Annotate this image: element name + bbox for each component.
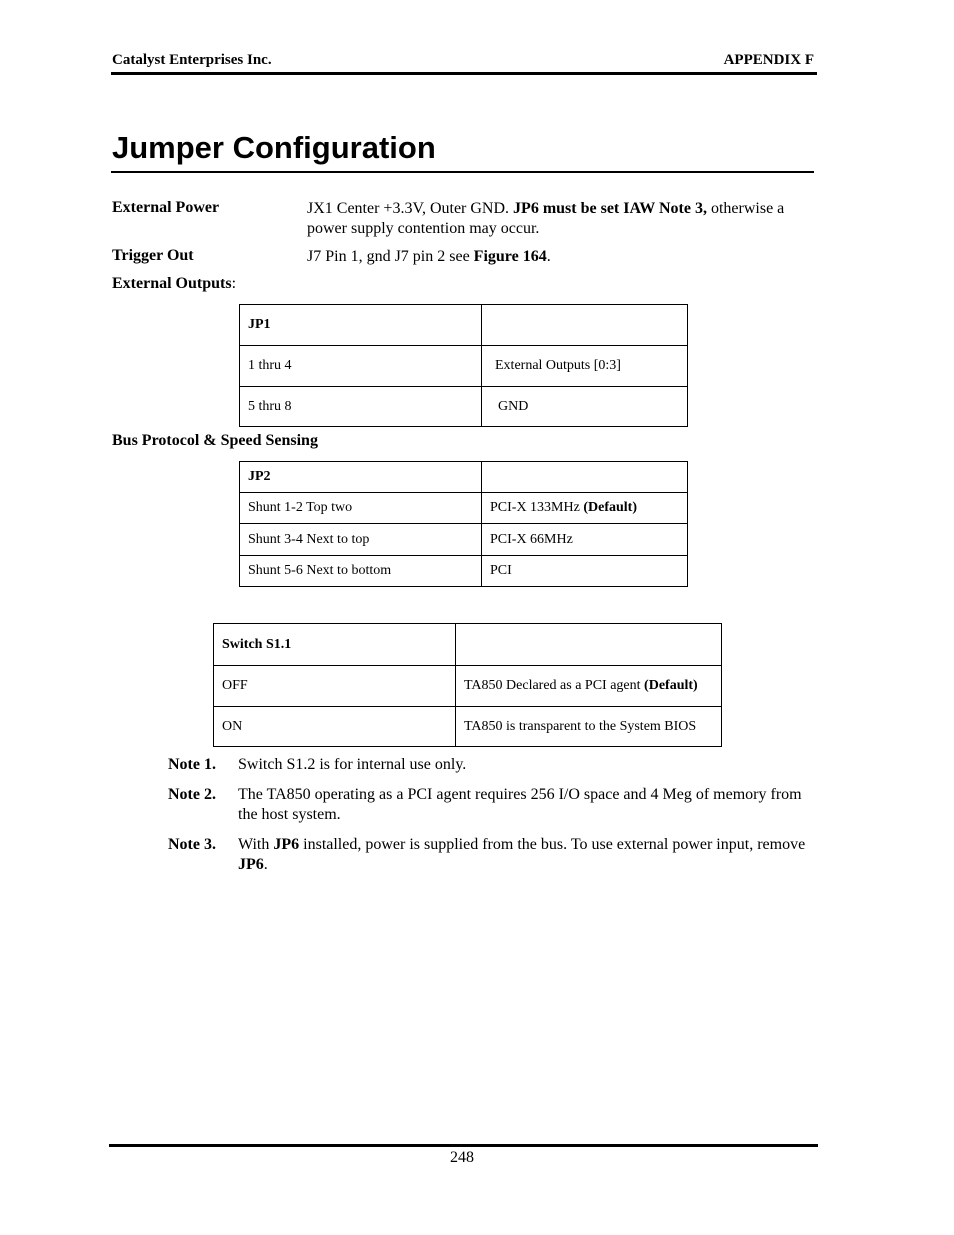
note-text-part: With <box>238 836 274 853</box>
table-row <box>240 524 688 556</box>
table-cell: Shunt 5-6 Next to bottom <box>240 556 482 587</box>
table-row <box>240 556 688 587</box>
switch-s1-table <box>213 623 722 747</box>
table-row <box>240 493 688 524</box>
trigger-out-term: Trigger Out <box>112 247 194 264</box>
jp1-table <box>239 304 688 427</box>
default-marker: (Default) <box>644 678 698 693</box>
note-label: Note 3. <box>168 836 216 853</box>
page-title: Jumper Configuration <box>112 130 436 165</box>
table-row <box>214 624 722 666</box>
external-power-desc <box>307 199 812 239</box>
jp2-header-label: JP2 <box>248 469 271 484</box>
header-section: APPENDIX F <box>723 52 814 68</box>
note-label: Note 1. <box>168 756 216 773</box>
note-text-part: . <box>263 856 268 873</box>
table-cell <box>240 462 482 493</box>
table-row <box>240 387 688 427</box>
note-item <box>168 755 813 775</box>
note-text <box>238 835 813 875</box>
table-cell: Shunt 1-2 Top two <box>240 493 482 524</box>
table-cell <box>456 624 722 666</box>
cell-text: PCI-X 66MHz <box>490 531 573 547</box>
external-power-text2: otherwise a power supply contention may occur. <box>307 200 785 237</box>
note-text: Switch S1.2 is for internal use only. <box>238 756 467 773</box>
table-row <box>240 346 688 387</box>
header-company: Catalyst Enterprises Inc. <box>112 52 272 68</box>
external-power-term: External Power <box>112 199 220 216</box>
table-cell <box>482 493 688 524</box>
table-cell <box>482 305 688 346</box>
note-jp6-ref: JP6 <box>273 836 300 853</box>
table-row <box>214 707 722 747</box>
trigger-out-figure-ref: Figure 164 <box>473 248 547 265</box>
table-cell <box>456 666 722 707</box>
note-item <box>168 785 813 825</box>
cell-text: PCI-X 133MHz <box>490 500 584 515</box>
table-cell: 5 thru 8 <box>240 387 482 427</box>
table-row <box>240 305 688 346</box>
note-label: Note 2. <box>168 786 216 803</box>
cell-text: TA850 is transparent to the System BIOS <box>464 718 697 734</box>
page-number: 248 <box>450 1149 474 1166</box>
table-cell <box>214 624 456 666</box>
external-power-text1: JX1 Center +3.3V, Outer GND. <box>307 200 514 217</box>
external-outputs-label <box>112 275 236 293</box>
external-outputs-label-colon: : <box>231 275 237 292</box>
note-text: The TA850 operating as a PCI agent requires 256 I/O space and 4 Meg of memory from the host system. <box>238 786 802 823</box>
table-cell <box>240 305 482 346</box>
switch-header-label: Switch S1.1 <box>222 636 292 652</box>
trigger-out-desc <box>307 247 812 267</box>
jp2-table <box>239 461 688 587</box>
trigger-out-text2: . <box>546 248 551 265</box>
trigger-out-text1: J7 Pin 1, gnd J7 pin 2 see <box>307 248 474 265</box>
cell-text: TA850 Declared as a PCI agent <box>464 678 645 693</box>
note-jp6-ref: JP6 <box>238 856 264 873</box>
external-power-bold: JP6 must be set IAW Note 3, <box>513 200 707 217</box>
external-outputs-label-bold: External Outputs <box>112 275 232 292</box>
notes-list <box>168 755 813 885</box>
table-cell: GND <box>482 387 688 427</box>
table-cell <box>482 556 688 587</box>
cell-text: PCI <box>490 563 512 578</box>
table-cell: External Outputs [0:3] <box>482 346 688 387</box>
table-cell: Shunt 3-4 Next to top <box>240 524 482 556</box>
footer-rule <box>109 1144 818 1147</box>
table-cell: OFF <box>214 666 456 707</box>
table-cell: ON <box>214 707 456 747</box>
table-row <box>214 666 722 707</box>
table-cell <box>456 707 722 747</box>
jp1-header-label: JP1 <box>248 317 271 332</box>
default-marker: (Default) <box>583 500 637 515</box>
table-row <box>240 462 688 493</box>
table-cell <box>482 524 688 556</box>
note-text-part: installed, power is supplied from the bus. To use external power input, remove <box>299 836 806 853</box>
table-cell: 1 thru 4 <box>240 346 482 387</box>
bus-protocol-label: Bus Protocol & Speed Sensing <box>112 432 318 449</box>
title-rule <box>111 171 814 173</box>
header-rule <box>111 72 817 75</box>
note-item <box>168 835 813 875</box>
table-cell <box>482 462 688 493</box>
